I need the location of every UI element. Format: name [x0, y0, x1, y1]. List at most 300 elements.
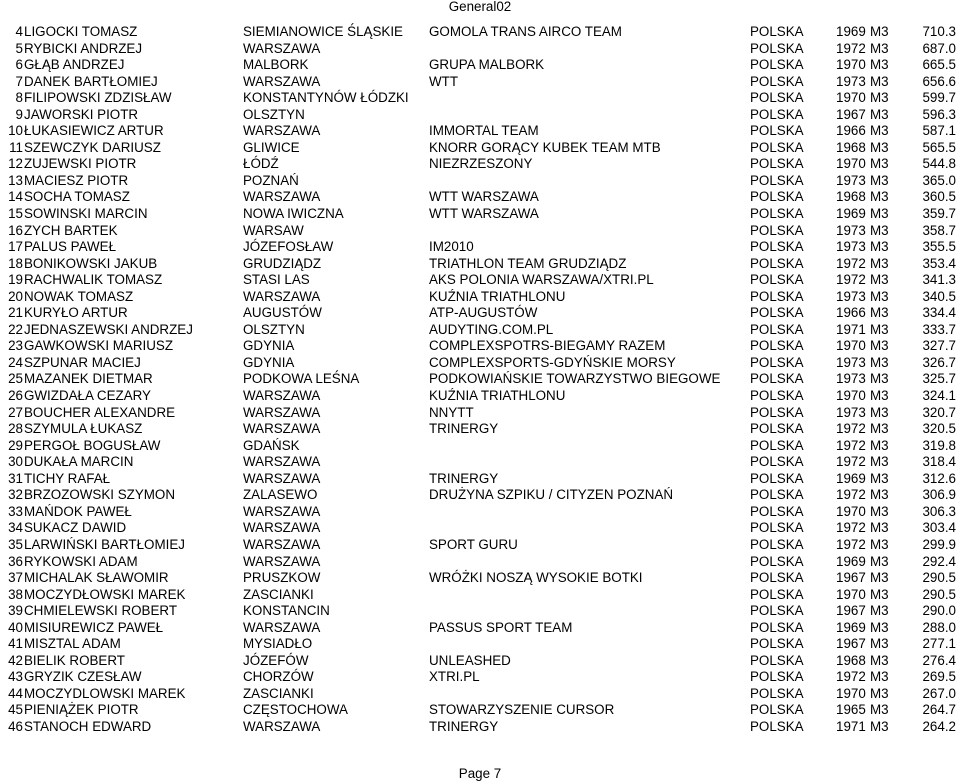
table-row: [0, 554, 960, 571]
athlete-name: RACHWALIK TOMASZ: [24, 272, 163, 288]
points: 327.7: [922, 338, 956, 354]
athlete-name: MOCZYDLOWSKI MAREK: [24, 685, 186, 701]
row-position: 21: [8, 305, 23, 321]
athlete-country: POLSKA: [750, 156, 804, 172]
row-position: 41: [8, 636, 23, 652]
athlete-country: POLSKA: [750, 338, 804, 354]
athlete-name: MICHALAK SŁAWOMIR: [24, 570, 169, 586]
points: 325.7: [922, 371, 956, 387]
birth-year: 1970: [836, 388, 866, 404]
table-row: [0, 239, 960, 256]
table-row: [0, 107, 960, 124]
birth-year: 1972: [836, 536, 866, 552]
table-row: [0, 57, 960, 74]
points: 312.6: [922, 470, 956, 486]
table-row: [0, 686, 960, 703]
athlete-country: POLSKA: [750, 437, 804, 453]
birth-year: 1972: [836, 520, 866, 536]
athlete-country: POLSKA: [750, 139, 804, 155]
points: 334.4: [922, 305, 956, 321]
athlete-team: PASSUS SPORT TEAM: [429, 619, 573, 635]
points: 276.4: [922, 652, 956, 668]
row-position: 7: [15, 73, 23, 89]
birth-year: 1973: [836, 288, 866, 304]
points: 290.5: [922, 570, 956, 586]
athlete-country: POLSKA: [750, 421, 804, 437]
athlete-city: WARSZAWA: [243, 189, 321, 205]
age-category: M3: [870, 570, 889, 586]
athlete-team: KUŹNIA TRIATHLONU: [429, 288, 566, 304]
athlete-team: STOWARZYSZENIE CURSOR: [429, 702, 615, 718]
athlete-name: MAŃDOK PAWEŁ: [24, 503, 132, 519]
athlete-city: ZASCIANKI: [243, 685, 314, 701]
points: 299.9: [922, 536, 956, 552]
table-row: [0, 338, 960, 355]
birth-year: 1972: [836, 487, 866, 503]
athlete-city: KONSTANTYNÓW ŁÓDZKI: [243, 90, 409, 106]
athlete-team: WTT WARSZAWA: [429, 206, 539, 222]
athlete-city: ZALASEWO: [243, 487, 318, 503]
points: 303.4: [922, 520, 956, 536]
athlete-country: POLSKA: [750, 503, 804, 519]
athlete-country: POLSKA: [750, 40, 804, 56]
athlete-name: GŁĄB ANDRZEJ: [24, 57, 125, 73]
table-row: [0, 206, 960, 223]
birth-year: 1967: [836, 106, 866, 122]
athlete-team: UNLEASHED: [429, 652, 511, 668]
birth-year: 1973: [836, 354, 866, 370]
row-position: 30: [8, 454, 23, 470]
athlete-name: MACIESZ PIOTR: [24, 172, 129, 188]
age-category: M3: [870, 272, 889, 288]
birth-year: 1969: [836, 206, 866, 222]
athlete-country: POLSKA: [750, 520, 804, 536]
table-row: [0, 438, 960, 455]
athlete-city: ZASCIANKI: [243, 586, 314, 602]
age-category: M3: [870, 503, 889, 519]
athlete-city: OLSZTYN: [243, 321, 305, 337]
points: 340.5: [922, 288, 956, 304]
athlete-name: PALUS PAWEŁ: [24, 239, 117, 255]
athlete-country: POLSKA: [750, 470, 804, 486]
table-row: [0, 537, 960, 554]
age-category: M3: [870, 685, 889, 701]
athlete-city: AUGUSTÓW: [243, 305, 322, 321]
row-position: 12: [8, 156, 23, 172]
athlete-team: TRINERGY: [429, 718, 499, 734]
athlete-team: KNORR GORĄCY KUBEK TEAM MTB: [429, 139, 661, 155]
athlete-team: IMMORTAL TEAM: [429, 123, 539, 139]
athlete-name: SOWINSKI MARCIN: [24, 206, 148, 222]
table-row: [0, 41, 960, 58]
athlete-name: ZUJEWSKI PIOTR: [24, 156, 137, 172]
athlete-country: POLSKA: [750, 305, 804, 321]
athlete-name: JAWORSKI PIOTR: [24, 106, 139, 122]
athlete-country: POLSKA: [750, 586, 804, 602]
points: 264.2: [922, 718, 956, 734]
row-position: 37: [8, 570, 23, 586]
athlete-team: XTRI.PL: [429, 669, 480, 685]
row-position: 5: [15, 40, 23, 56]
age-category: M3: [870, 206, 889, 222]
points: 355.5: [922, 239, 956, 255]
row-position: 25: [8, 371, 23, 387]
athlete-city: WARSZAWA: [243, 454, 321, 470]
athlete-city: GDYNIA: [243, 338, 295, 354]
row-position: 38: [8, 586, 23, 602]
athlete-city: MALBORK: [243, 57, 309, 73]
row-position: 29: [8, 437, 23, 453]
athlete-city: WARSZAWA: [243, 619, 321, 635]
athlete-country: POLSKA: [750, 255, 804, 271]
athlete-team: KUŹNIA TRIATHLONU: [429, 388, 566, 404]
birth-year: 1969: [836, 553, 866, 569]
points: 587.1: [922, 123, 956, 139]
points: 318.4: [922, 454, 956, 470]
table-row: [0, 272, 960, 289]
athlete-name: JEDNASZEWSKI ANDRZEJ: [24, 321, 193, 337]
athlete-name: RYKOWSKI ADAM: [24, 553, 138, 569]
table-row: [0, 669, 960, 686]
table-row: [0, 405, 960, 422]
athlete-city: WARSZAWA: [243, 288, 321, 304]
row-position: 18: [8, 255, 23, 271]
athlete-city: WARSZAWA: [243, 123, 321, 139]
athlete-country: POLSKA: [750, 636, 804, 652]
points: 326.7: [922, 354, 956, 370]
birth-year: 1970: [836, 338, 866, 354]
athlete-name: MAZANEK DIETMAR: [24, 371, 153, 387]
birth-year: 1967: [836, 636, 866, 652]
birth-year: 1966: [836, 305, 866, 321]
athlete-team: TRINERGY: [429, 421, 499, 437]
points: 665.5: [922, 57, 956, 73]
athlete-name: SZPUNAR MACIEJ: [24, 354, 141, 370]
points: 359.7: [922, 206, 956, 222]
athlete-city: WARSZAWA: [243, 73, 321, 89]
points: 320.5: [922, 421, 956, 437]
age-category: M3: [870, 702, 889, 718]
table-row: [0, 702, 960, 719]
age-category: M3: [870, 57, 889, 73]
athlete-city: PRUSZKOW: [243, 570, 321, 586]
athlete-city: KONSTANCIN: [243, 603, 330, 619]
athlete-country: POLSKA: [750, 371, 804, 387]
athlete-name: RYBICKI ANDRZEJ: [24, 40, 143, 56]
athlete-team: GOMOLA TRANS AIRCO TEAM: [429, 24, 622, 39]
row-position: 20: [8, 288, 23, 304]
age-category: M3: [870, 321, 889, 337]
age-category: M3: [870, 487, 889, 503]
athlete-city: WARSZAWA: [243, 404, 321, 420]
athlete-city: WARSZAWA: [243, 421, 321, 437]
points: 656.6: [922, 73, 956, 89]
points: 306.9: [922, 487, 956, 503]
row-position: 8: [15, 90, 23, 106]
age-category: M3: [870, 553, 889, 569]
points: 710.3: [922, 24, 956, 39]
age-category: M3: [870, 73, 889, 89]
row-position: 33: [8, 503, 23, 519]
athlete-country: POLSKA: [750, 702, 804, 718]
table-row: [0, 603, 960, 620]
points: 365.0: [922, 172, 956, 188]
athlete-name: ZYCH BARTEK: [24, 222, 118, 238]
athlete-city: WARSZAWA: [243, 520, 321, 536]
athlete-name: GAWKOWSKI MARIUSZ: [24, 338, 174, 354]
athlete-name: GRYZIK CZESŁAW: [24, 669, 142, 685]
row-position: 26: [8, 388, 23, 404]
age-category: M3: [870, 40, 889, 56]
age-category: M3: [870, 255, 889, 271]
athlete-team: IM2010: [429, 239, 474, 255]
birth-year: 1972: [836, 40, 866, 56]
points: 306.3: [922, 503, 956, 519]
birth-year: 1970: [836, 685, 866, 701]
athlete-country: POLSKA: [750, 487, 804, 503]
birth-year: 1973: [836, 222, 866, 238]
results-table: [0, 24, 960, 736]
athlete-team: NNYTT: [429, 404, 474, 420]
points: 269.5: [922, 669, 956, 685]
athlete-team: WTT: [429, 73, 458, 89]
athlete-name: MOCZYDŁOWSKI MAREK: [24, 586, 186, 602]
age-category: M3: [870, 669, 889, 685]
athlete-team: NIEZRZESZONY: [429, 156, 533, 172]
athlete-city: CHORZÓW: [243, 669, 314, 685]
points: 277.1: [922, 636, 956, 652]
birth-year: 1972: [836, 272, 866, 288]
athlete-team: WTT WARSZAWA: [429, 189, 539, 205]
table-row: [0, 388, 960, 405]
table-row: [0, 570, 960, 587]
row-position: 6: [15, 57, 23, 73]
athlete-country: POLSKA: [750, 288, 804, 304]
athlete-team: ATP-AUGUSTÓW: [429, 305, 538, 321]
birth-year: 1968: [836, 139, 866, 155]
row-position: 44: [8, 685, 23, 701]
athlete-country: POLSKA: [750, 536, 804, 552]
birth-year: 1970: [836, 503, 866, 519]
table-row: [0, 487, 960, 504]
row-position: 22: [8, 321, 23, 337]
table-row: [0, 123, 960, 140]
birth-year: 1971: [836, 321, 866, 337]
table-row: [0, 620, 960, 637]
birth-year: 1968: [836, 189, 866, 205]
points: 353.4: [922, 255, 956, 271]
athlete-country: POLSKA: [750, 321, 804, 337]
athlete-city: GDAŃSK: [243, 437, 300, 453]
points: 596.3: [922, 106, 956, 122]
birth-year: 1973: [836, 172, 866, 188]
table-row: [0, 223, 960, 240]
athlete-team: TRIATHLON TEAM GRUDZIĄDZ: [429, 255, 627, 271]
row-position: 13: [8, 172, 23, 188]
athlete-team: COMPLEXSPOTRS-BIEGAMY RAZEM: [429, 338, 666, 354]
athlete-country: POLSKA: [750, 239, 804, 255]
row-position: 45: [8, 702, 23, 718]
table-row: [0, 189, 960, 206]
age-category: M3: [870, 520, 889, 536]
athlete-country: POLSKA: [750, 685, 804, 701]
athlete-name: DANEK BARTŁOMIEJ: [24, 73, 158, 89]
row-position: 14: [8, 189, 23, 205]
athlete-city: PODKOWA LEŚNA: [243, 371, 360, 387]
birth-year: 1972: [836, 255, 866, 271]
points: 544.8: [922, 156, 956, 172]
athlete-city: MYSIADŁO: [243, 636, 313, 652]
athlete-city: WARSAW: [243, 222, 304, 238]
birth-year: 1972: [836, 437, 866, 453]
points: 358.7: [922, 222, 956, 238]
birth-year: 1973: [836, 404, 866, 420]
birth-year: 1972: [836, 454, 866, 470]
athlete-name: LIGOCKI TOMASZ: [24, 24, 138, 39]
row-position: 27: [8, 404, 23, 420]
table-row: [0, 256, 960, 273]
age-category: M3: [870, 536, 889, 552]
athlete-team: PODKOWIAŃSKIE TOWARZYSTWO BIEGOWE: [429, 371, 721, 387]
points: 292.4: [922, 553, 956, 569]
points: 599.7: [922, 90, 956, 106]
athlete-city: GRUDZIĄDZ: [243, 255, 322, 271]
athlete-country: POLSKA: [750, 90, 804, 106]
table-row: [0, 173, 960, 190]
birth-year: 1968: [836, 652, 866, 668]
athlete-name: KURYŁO ARTUR: [24, 305, 128, 321]
athlete-country: POLSKA: [750, 272, 804, 288]
points: 333.7: [922, 321, 956, 337]
athlete-city: WARSZAWA: [243, 40, 321, 56]
row-position: 36: [8, 553, 23, 569]
age-category: M3: [870, 437, 889, 453]
row-position: 35: [8, 536, 23, 552]
birth-year: 1973: [836, 73, 866, 89]
athlete-country: POLSKA: [750, 652, 804, 668]
athlete-name: SOCHA TOMASZ: [24, 189, 130, 205]
points: 320.7: [922, 404, 956, 420]
athlete-city: JÓZEFÓW: [243, 652, 309, 668]
athlete-country: POLSKA: [750, 718, 804, 734]
athlete-country: POLSKA: [750, 619, 804, 635]
row-position: 28: [8, 421, 23, 437]
age-category: M3: [870, 371, 889, 387]
athlete-name: PIENIĄŻEK PIOTR: [24, 702, 139, 718]
age-category: M3: [870, 718, 889, 734]
athlete-name: SZYMULA ŁUKASZ: [24, 421, 143, 437]
birth-year: 1967: [836, 570, 866, 586]
athlete-city: WARSZAWA: [243, 553, 321, 569]
age-category: M3: [870, 619, 889, 635]
athlete-city: NOWA IWICZNA: [243, 206, 344, 222]
age-category: M3: [870, 338, 889, 354]
birth-year: 1970: [836, 57, 866, 73]
table-row: [0, 653, 960, 670]
table-row: [0, 587, 960, 604]
athlete-city: ŁÓDŹ: [243, 156, 279, 172]
age-category: M3: [870, 24, 889, 39]
birth-year: 1965: [836, 702, 866, 718]
points: 319.8: [922, 437, 956, 453]
age-category: M3: [870, 636, 889, 652]
table-row: [0, 421, 960, 438]
athlete-name: NOWAK TOMASZ: [24, 288, 134, 304]
athlete-city: WARSZAWA: [243, 388, 321, 404]
row-position: 4: [15, 24, 23, 39]
birth-year: 1970: [836, 90, 866, 106]
athlete-name: GWIZDAŁA CEZARY: [24, 388, 151, 404]
athlete-city: JÓZEFOSŁAW: [243, 239, 334, 255]
table-row: [0, 24, 960, 41]
birth-year: 1973: [836, 371, 866, 387]
athlete-team: DRUŻYNA SZPIKU / CITYZEN POZNAŃ: [429, 487, 674, 503]
birth-year: 1971: [836, 718, 866, 734]
birth-year: 1969: [836, 619, 866, 635]
row-position: 15: [8, 206, 23, 222]
athlete-team: SPORT GURU: [429, 536, 518, 552]
points: 324.1: [922, 388, 956, 404]
athlete-name: FILIPOWSKI ZDZISŁAW: [24, 90, 172, 106]
athlete-country: POLSKA: [750, 354, 804, 370]
row-position: 39: [8, 603, 23, 619]
athlete-country: POLSKA: [750, 553, 804, 569]
athlete-city: GDYNIA: [243, 354, 295, 370]
athlete-name: SZEWCZYK DARIUSZ: [24, 139, 161, 155]
athlete-country: POLSKA: [750, 24, 804, 39]
table-row: [0, 520, 960, 537]
points: 288.0: [922, 619, 956, 635]
age-category: M3: [870, 239, 889, 255]
age-category: M3: [870, 139, 889, 155]
points: 290.0: [922, 603, 956, 619]
row-position: 16: [8, 222, 23, 238]
age-category: M3: [870, 404, 889, 420]
age-category: M3: [870, 305, 889, 321]
birth-year: 1966: [836, 123, 866, 139]
age-category: M3: [870, 106, 889, 122]
age-category: M3: [870, 123, 889, 139]
row-position: 31: [8, 470, 23, 486]
row-position: 43: [8, 669, 23, 685]
athlete-city: STASI LAS: [243, 272, 310, 288]
age-category: M3: [870, 90, 889, 106]
age-category: M3: [870, 603, 889, 619]
age-category: M3: [870, 222, 889, 238]
athlete-city: WARSZAWA: [243, 503, 321, 519]
table-row: [0, 322, 960, 339]
athlete-team: AKS POLONIA WARSZAWA/XTRI.PL: [429, 272, 654, 288]
athlete-name: MISZTAL ADAM: [24, 636, 121, 652]
athlete-country: POLSKA: [750, 172, 804, 188]
birth-year: 1969: [836, 470, 866, 486]
row-position: 19: [8, 272, 23, 288]
row-position: 23: [8, 338, 23, 354]
athlete-country: POLSKA: [750, 57, 804, 73]
athlete-team: COMPLEXSPORTS-GDYŃSKIE MORSY: [429, 354, 676, 370]
birth-year: 1972: [836, 669, 866, 685]
athlete-country: POLSKA: [750, 669, 804, 685]
table-row: [0, 289, 960, 306]
birth-year: 1970: [836, 586, 866, 602]
athlete-country: POLSKA: [750, 388, 804, 404]
birth-year: 1967: [836, 603, 866, 619]
athlete-city: POZNAŃ: [243, 172, 299, 188]
athlete-team: AUDYTING.COM.PL: [429, 321, 554, 337]
athlete-team: GRUPA MALBORK: [429, 57, 545, 73]
athlete-city: GLIWICE: [243, 139, 300, 155]
points: 290.5: [922, 586, 956, 602]
